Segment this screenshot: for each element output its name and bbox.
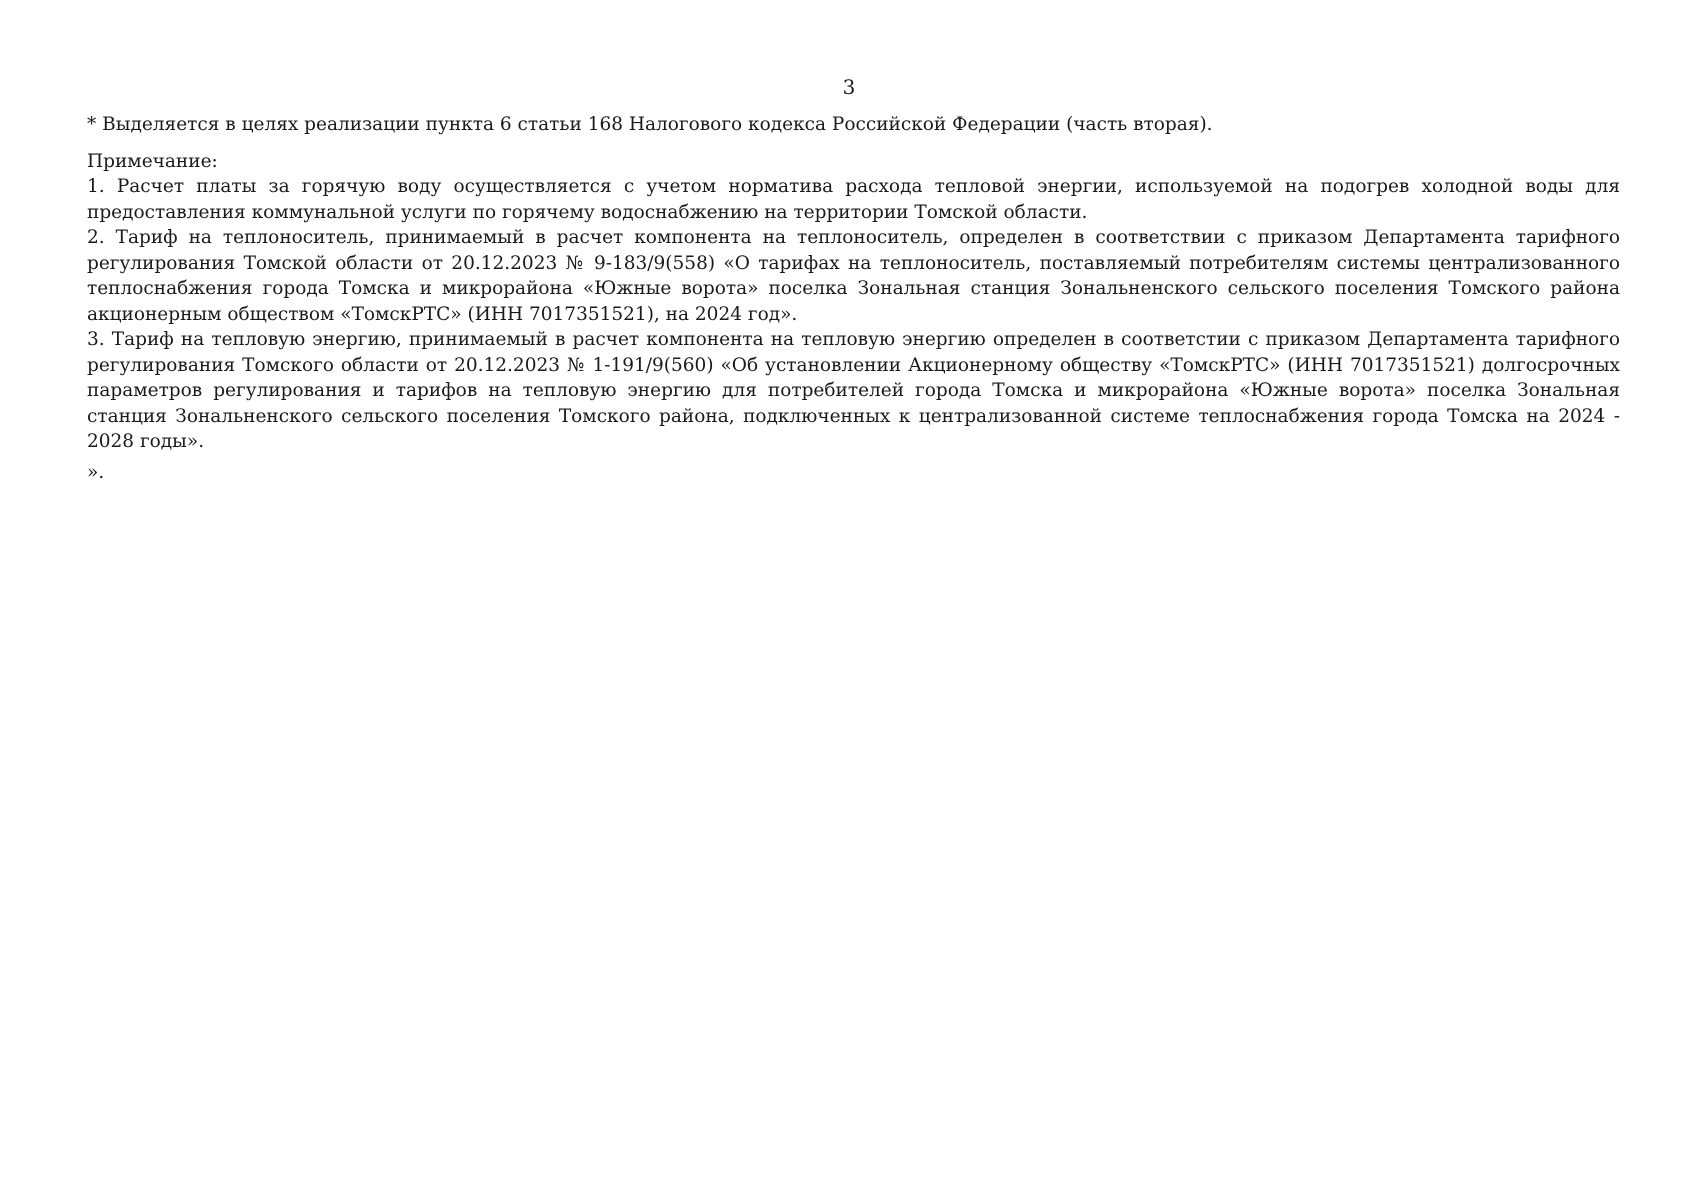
note-heading: Примечание: [87,150,218,172]
note-item-1: 1. Расчет платы за горячую воду осуществляется с учетом норматива расхода тепловой энергии, используемой на подогрев холодной воды для предоставления коммунальной услуги по горячему водоснабжению на территории Томской области. [87,176,1620,223]
footnote: * Выделяется в целях реализации пункта 6 статьи 168 Налогового кодекса Российской Федерации (часть вторая). [87,114,1213,135]
note-item-3: 3. Тариф на тепловую энергию, принимаемый в расчет компонента на тепловую энергию определен в соответстии с приказом Департамента тарифного регулирования Томского области от 20.12.2023 № 1-191/9(560) «Об установлении Акционерному обществу «ТомскРТС» (ИНН 7017351521) долгосрочных параметров регулирования и тарифов на тепловую энергию для потребителей города Томска и микрорайона «Южные ворота» поселка Зональная станция Зональненского сельского поселения Томского района, подключенных к централизованной системе теплоснабжения города Томска на 2024 - 2028 годы». [87,329,1620,452]
closing-quote: ». [87,461,105,483]
page-number: 3 [842,75,856,99]
document-body [87,112,1620,485]
note-item-2: 2. Тариф на теплоноситель, принимаемый в расчет компонента на теплоноситель, определен в соответствии с приказом Департамента тарифного регулирования Томской области от 20.12.2023 № 9-183/9(558) «О тарифах на теплоноситель, поставляемый потребителям системы централизованного теплоснабжения города Томска и микрорайона «Южные ворота» поселка Зональная станция Зональненского сельского поселения Томского района акционерным обществом «ТомскРТС» (ИНН 7017351521), на 2024 год». [87,227,1620,325]
